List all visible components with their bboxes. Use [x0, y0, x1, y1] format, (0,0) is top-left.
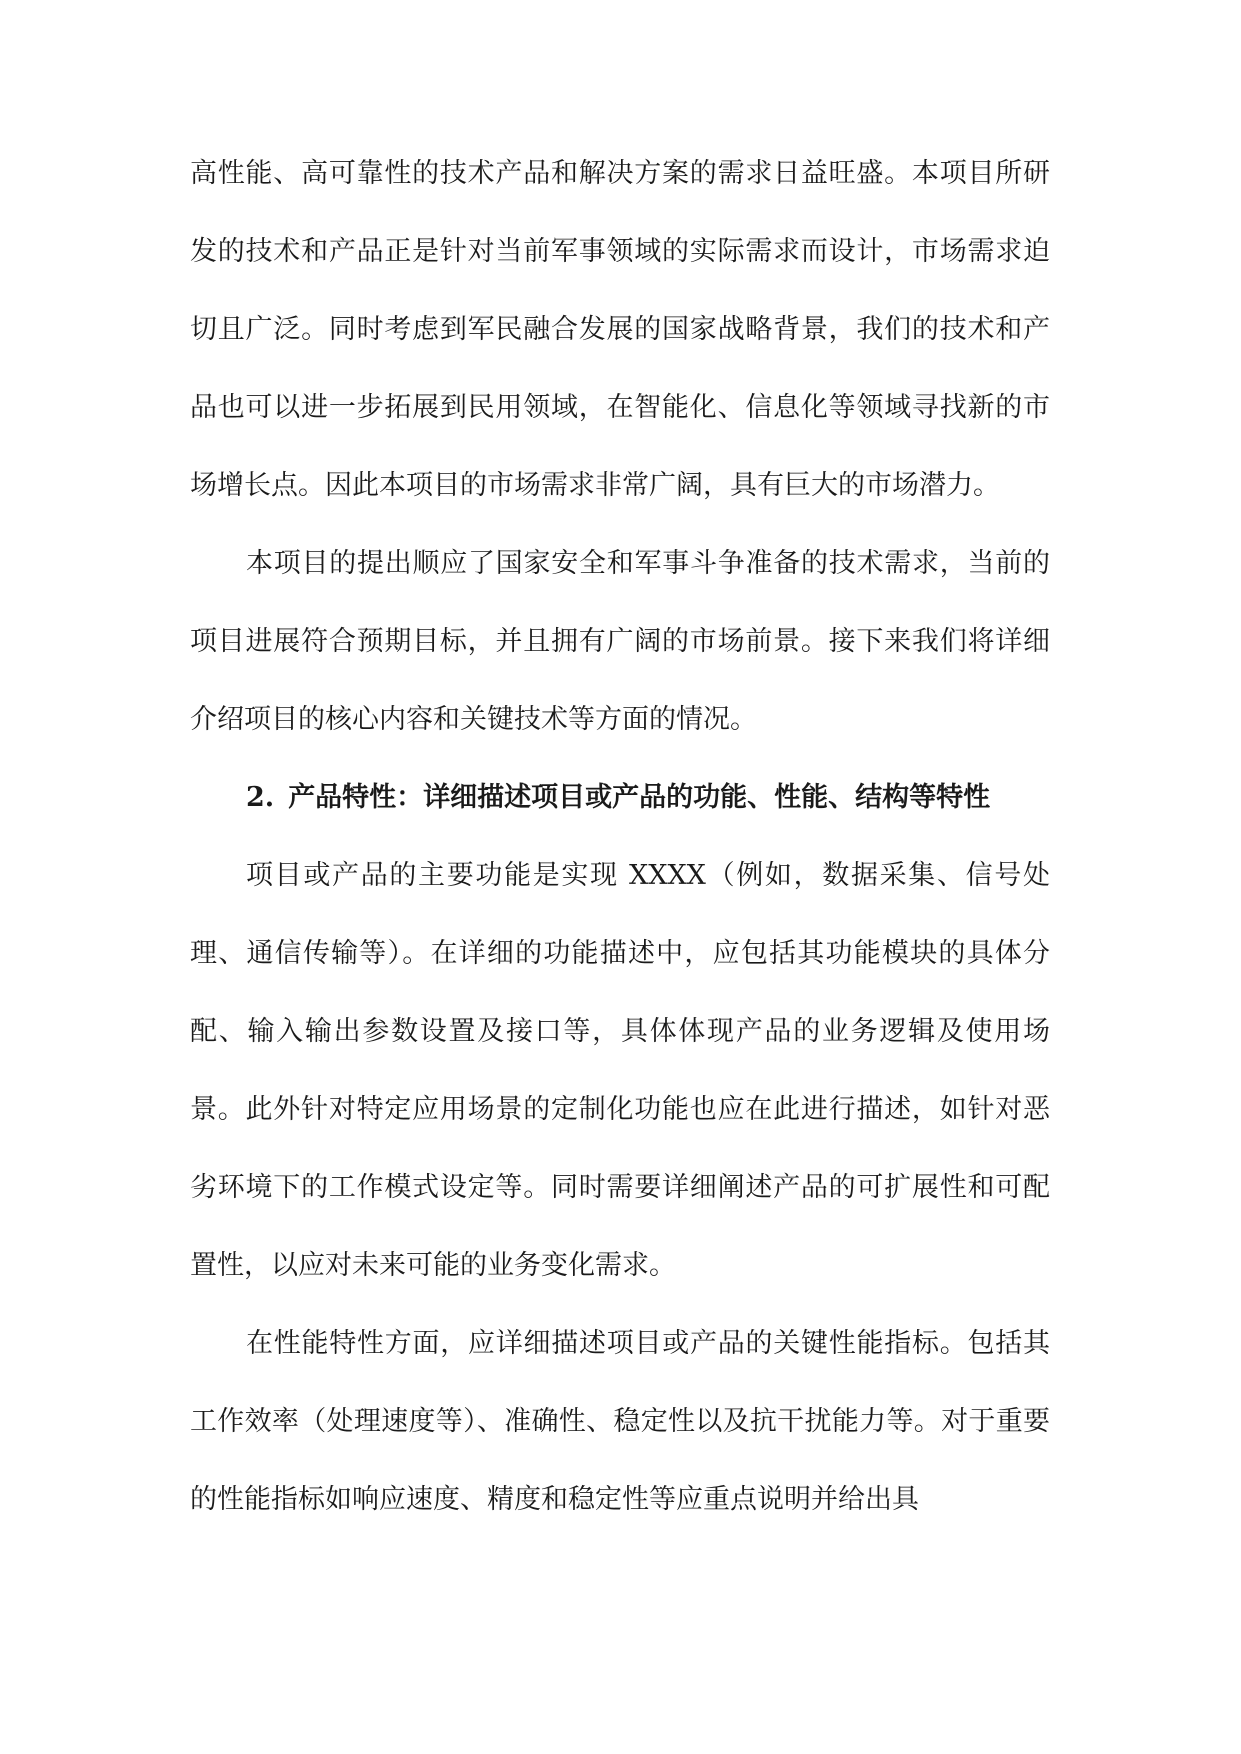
section-heading-number: 2.	[246, 782, 275, 813]
document-body	[190, 135, 1050, 1539]
paragraph-product-functions: 项目或产品的主要功能是实现 XXXX（例如，数据采集、信号处理、通信传输等）。在详细的功能描述中，应包括其功能模块的具体分配、输入输出参数设置及接口等，具体体现产品的业务逻辑及使用场景。此外针对特定应用场景的定制化功能也应在此进行描述，如针对恶劣环境下的工作模式设定等。同时需要详细阐述产品的可扩展性和可配置性，以应对未来可能的业务变化需求。	[190, 860, 1050, 1281]
paragraph-market-demand: 高性能、高可靠性的技术产品和解决方案的需求日益旺盛。本项目所研发的技术和产品正是针对当前军事领域的实际需求而设计，市场需求迫切且广泛。同时考虑到军民融合发展的国家战略背景，我们的技术和产品也可以进一步拓展到民用领域，在智能化、信息化等领域寻找新的市场增长点。因此本项目的市场需求非常广阔，具有巨大的市场潜力。	[190, 158, 1050, 501]
paragraph-performance: 在性能特性方面，应详细描述项目或产品的关键性能指标。包括其工作效率（处理速度等）、准确性、稳定性以及抗干扰能力等。对于重要的性能指标如响应速度、精度和稳定性等应重点说明并给出具	[190, 1328, 1050, 1515]
section-heading	[190, 759, 1050, 837]
section-heading-title: 产品特性：详细描述项目或产品的功能、性能、结构等特性	[288, 782, 991, 813]
paragraph-project-summary: 本项目的提出顺应了国家安全和军事斗争准备的技术需求，当前的项目进展符合预期目标，并且拥有广阔的市场前景。接下来我们将详细介绍项目的核心内容和关键技术等方面的情况。	[190, 548, 1050, 735]
